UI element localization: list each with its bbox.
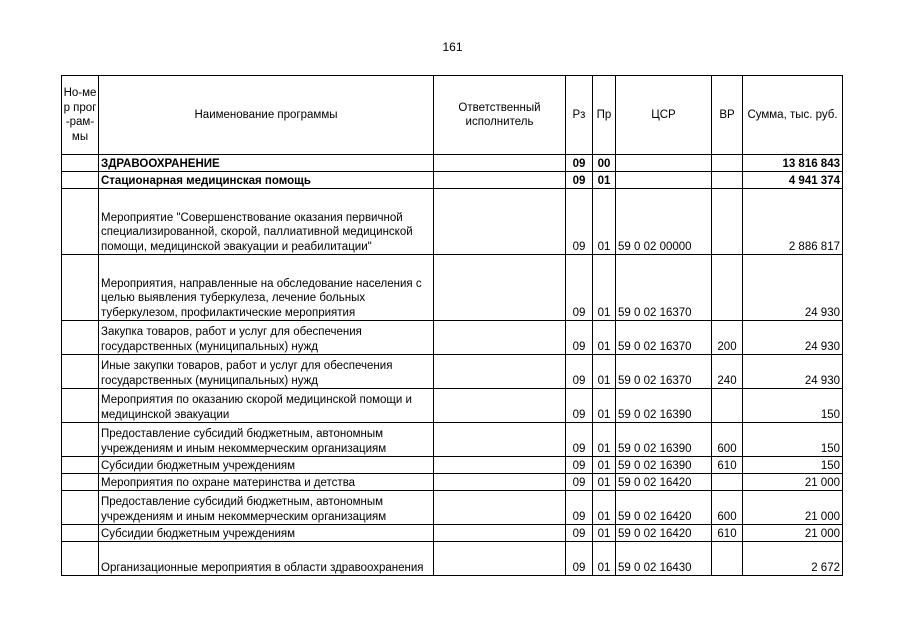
table-row bbox=[62, 189, 843, 255]
cell-rz: 09 bbox=[566, 189, 593, 255]
col-header-vr: ВР bbox=[712, 76, 743, 155]
cell-num bbox=[62, 389, 99, 423]
cell-responsible bbox=[434, 525, 566, 542]
cell-vr: 610 bbox=[712, 457, 743, 474]
cell-name: Мероприятие "Совершенствование оказания первичной специализированной, скорой, паллиативной медицинской помощи, медицинской эвакуации и реабилитации" bbox=[99, 189, 434, 255]
table-row bbox=[62, 457, 843, 474]
cell-pr: 01 bbox=[593, 525, 616, 542]
cell-num bbox=[62, 255, 99, 321]
cell-sum: 2 886 817 bbox=[743, 189, 843, 255]
cell-responsible bbox=[434, 355, 566, 389]
col-header-csr: ЦСР bbox=[616, 76, 712, 155]
cell-csr: 59 0 02 16390 bbox=[616, 389, 712, 423]
cell-pr: 01 bbox=[593, 491, 616, 525]
cell-responsible bbox=[434, 172, 566, 189]
cell-name: Мероприятия по оказанию скорой медицинской помощи и медицинской эвакуации bbox=[99, 389, 434, 423]
col-header-rz: Рз bbox=[566, 76, 593, 155]
cell-num bbox=[62, 189, 99, 255]
cell-num bbox=[62, 321, 99, 355]
cell-pr: 01 bbox=[593, 189, 616, 255]
cell-pr: 01 bbox=[593, 423, 616, 457]
cell-name: ЗДРАВООХРАНЕНИЕ bbox=[99, 155, 434, 172]
cell-name: Субсидии бюджетным учреждениям bbox=[99, 525, 434, 542]
cell-sum: 21 000 bbox=[743, 491, 843, 525]
table-row bbox=[62, 255, 843, 321]
table-row bbox=[62, 474, 843, 491]
header-row bbox=[62, 76, 843, 155]
cell-vr: 240 bbox=[712, 355, 743, 389]
col-header-num: Но-мер прог-рам-мы bbox=[62, 76, 99, 155]
table-row bbox=[62, 389, 843, 423]
cell-rz: 09 bbox=[566, 491, 593, 525]
table-row bbox=[62, 491, 843, 525]
cell-num bbox=[62, 491, 99, 525]
cell-vr bbox=[712, 542, 743, 576]
col-header-pr: Пр bbox=[593, 76, 616, 155]
cell-sum: 24 930 bbox=[743, 321, 843, 355]
cell-responsible bbox=[434, 321, 566, 355]
cell-num bbox=[62, 423, 99, 457]
col-header-responsible: Ответственный исполнитель bbox=[434, 76, 566, 155]
cell-vr bbox=[712, 189, 743, 255]
table-row bbox=[62, 525, 843, 542]
cell-csr: 59 0 02 16430 bbox=[616, 542, 712, 576]
cell-csr: 59 0 02 16370 bbox=[616, 321, 712, 355]
cell-sum: 2 672 bbox=[743, 542, 843, 576]
cell-vr bbox=[712, 474, 743, 491]
cell-num bbox=[62, 172, 99, 189]
cell-csr: 59 0 02 16390 bbox=[616, 423, 712, 457]
table-row bbox=[62, 172, 843, 189]
cell-name: Организационные мероприятия в области здравоохранения bbox=[99, 542, 434, 576]
cell-sum: 150 bbox=[743, 389, 843, 423]
col-header-name: Наименование программы bbox=[99, 76, 434, 155]
cell-pr: 01 bbox=[593, 172, 616, 189]
cell-responsible bbox=[434, 155, 566, 172]
cell-name: Мероприятия, направленные на обследование населения с целью выявления туберкулеза, лечение больных туберкулезом, профилактические мероприятия bbox=[99, 255, 434, 321]
cell-vr bbox=[712, 255, 743, 321]
cell-rz: 09 bbox=[566, 172, 593, 189]
cell-responsible bbox=[434, 423, 566, 457]
cell-responsible bbox=[434, 491, 566, 525]
cell-sum: 150 bbox=[743, 423, 843, 457]
cell-pr: 01 bbox=[593, 542, 616, 576]
cell-vr bbox=[712, 172, 743, 189]
cell-sum: 24 930 bbox=[743, 355, 843, 389]
cell-vr: 610 bbox=[712, 525, 743, 542]
cell-name: Предоставление субсидий бюджетным, автономным учреждениям и иным некоммерческим организациям bbox=[99, 423, 434, 457]
cell-responsible bbox=[434, 474, 566, 491]
table-row bbox=[62, 321, 843, 355]
col-header-sum: Сумма, тыс. руб. bbox=[743, 76, 843, 155]
cell-pr: 01 bbox=[593, 474, 616, 491]
page-number: 161 bbox=[442, 40, 463, 54]
cell-vr bbox=[712, 389, 743, 423]
cell-responsible bbox=[434, 389, 566, 423]
cell-csr: 59 0 02 16420 bbox=[616, 525, 712, 542]
cell-name: Закупка товаров, работ и услуг для обеспечения государственных (муниципальных) нужд bbox=[99, 321, 434, 355]
cell-csr: 59 0 02 16390 bbox=[616, 457, 712, 474]
cell-sum: 21 000 bbox=[743, 525, 843, 542]
cell-rz: 09 bbox=[566, 321, 593, 355]
cell-name: Иные закупки товаров, работ и услуг для обеспечения государственных (муниципальных) нужд bbox=[99, 355, 434, 389]
cell-sum: 150 bbox=[743, 457, 843, 474]
cell-sum: 13 816 843 bbox=[743, 155, 843, 172]
cell-vr: 600 bbox=[712, 423, 743, 457]
cell-responsible bbox=[434, 189, 566, 255]
cell-name: Мероприятия по охране материнства и детства bbox=[99, 474, 434, 491]
cell-sum: 4 941 374 bbox=[743, 172, 843, 189]
budget-table bbox=[61, 75, 843, 576]
cell-csr bbox=[616, 155, 712, 172]
cell-name: Предоставление субсидий бюджетным, автономным учреждениям и иным некоммерческим организациям bbox=[99, 491, 434, 525]
cell-rz: 09 bbox=[566, 457, 593, 474]
cell-csr: 59 0 02 16370 bbox=[616, 255, 712, 321]
cell-rz: 09 bbox=[566, 389, 593, 423]
cell-sum: 21 000 bbox=[743, 474, 843, 491]
table-row bbox=[62, 423, 843, 457]
cell-rz: 09 bbox=[566, 474, 593, 491]
cell-num bbox=[62, 525, 99, 542]
cell-num bbox=[62, 355, 99, 389]
cell-rz: 09 bbox=[566, 255, 593, 321]
cell-pr: 00 bbox=[593, 155, 616, 172]
cell-rz: 09 bbox=[566, 355, 593, 389]
cell-rz: 09 bbox=[566, 423, 593, 457]
table-row bbox=[62, 155, 843, 172]
cell-name: Субсидии бюджетным учреждениям bbox=[99, 457, 434, 474]
cell-rz: 09 bbox=[566, 155, 593, 172]
cell-csr: 59 0 02 16420 bbox=[616, 491, 712, 525]
cell-pr: 01 bbox=[593, 321, 616, 355]
cell-pr: 01 bbox=[593, 355, 616, 389]
cell-num bbox=[62, 155, 99, 172]
cell-responsible bbox=[434, 255, 566, 321]
cell-vr: 200 bbox=[712, 321, 743, 355]
cell-csr: 59 0 02 00000 bbox=[616, 189, 712, 255]
cell-pr: 01 bbox=[593, 255, 616, 321]
cell-num bbox=[62, 542, 99, 576]
cell-num bbox=[62, 474, 99, 491]
cell-csr: 59 0 02 16370 bbox=[616, 355, 712, 389]
cell-vr: 600 bbox=[712, 491, 743, 525]
cell-num bbox=[62, 457, 99, 474]
cell-pr: 01 bbox=[593, 457, 616, 474]
table-row bbox=[62, 355, 843, 389]
cell-csr: 59 0 02 16420 bbox=[616, 474, 712, 491]
cell-vr bbox=[712, 155, 743, 172]
cell-pr: 01 bbox=[593, 389, 616, 423]
cell-sum: 24 930 bbox=[743, 255, 843, 321]
cell-name: Стационарная медицинская помощь bbox=[99, 172, 434, 189]
cell-rz: 09 bbox=[566, 525, 593, 542]
cell-responsible bbox=[434, 542, 566, 576]
table-row bbox=[62, 542, 843, 576]
cell-responsible bbox=[434, 457, 566, 474]
cell-csr bbox=[616, 172, 712, 189]
cell-rz: 09 bbox=[566, 542, 593, 576]
